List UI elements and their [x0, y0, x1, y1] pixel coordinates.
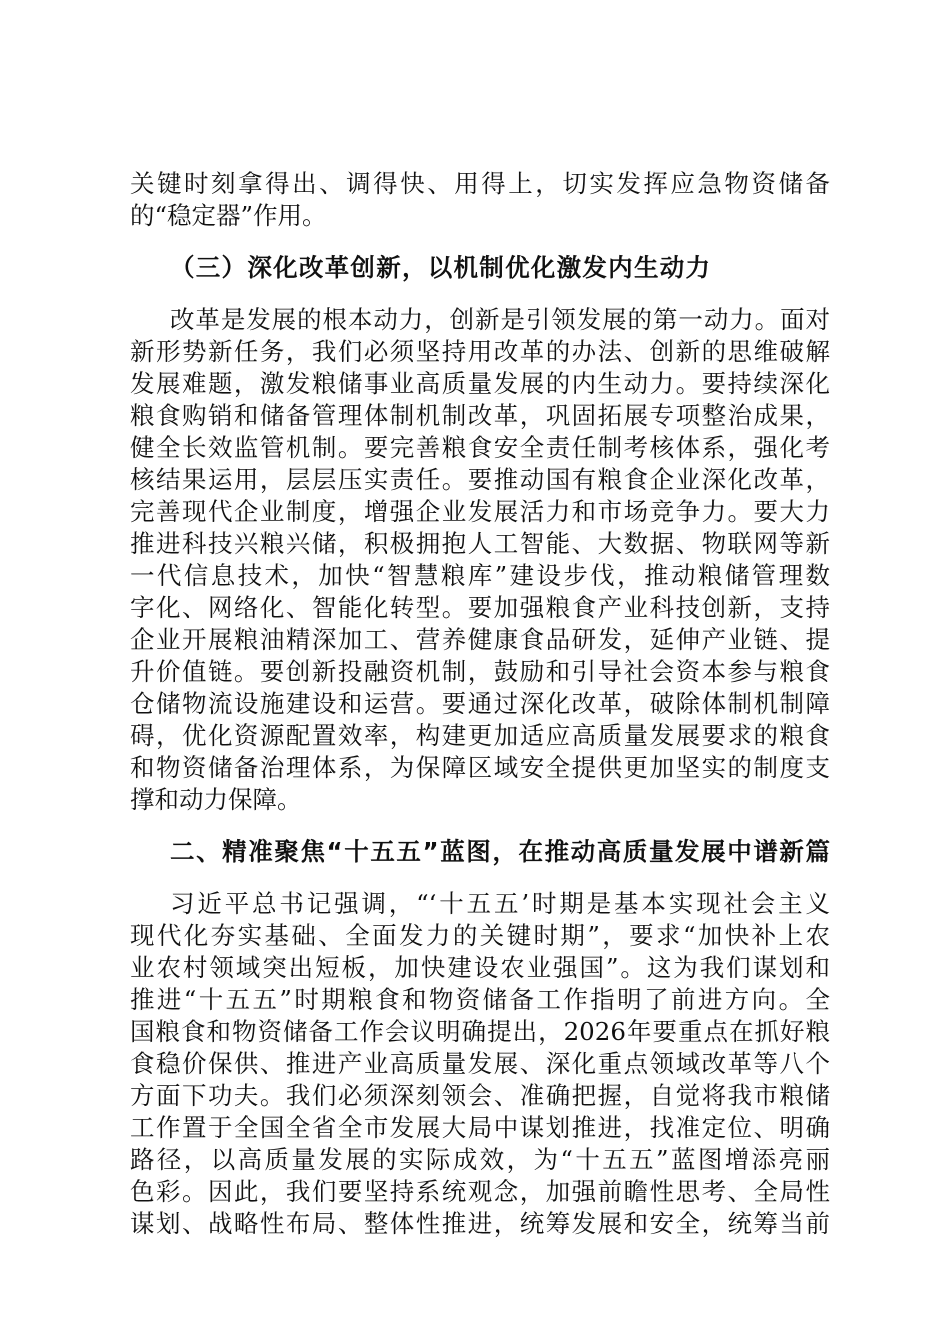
body-text-line: 撑和动力保障。	[130, 785, 302, 814]
body-text-line: 推进“十五五”时期粮食和物资储备工作指明了前进方向。全	[130, 985, 830, 1014]
body-text-line: 发展难题，激发粮储事业高质量发展的内生动力。要持续深化	[130, 369, 830, 398]
body-text-line: 仓储物流设施建设和运营。要通过深化改革，破除体制机制障	[130, 689, 830, 718]
body-text-line: 工作置于全国全省全市发展大局中谋划推进，找准定位、明确	[130, 1113, 830, 1142]
body-text-line: 升价值链。要创新投融资机制，鼓励和引导社会资本参与粮食	[130, 657, 830, 686]
body-text-line: 的“稳定器”作用。	[130, 201, 327, 230]
body-text-line: 现代化夯实基础、全面发力的关键时期”，要求“加快补上农	[130, 921, 830, 950]
body-text-line: 推进科技兴粮兴储，积极拥抱人工智能、大数据、物联网等新	[130, 529, 830, 558]
body-text-line: 方面下功夫。我们必须深刻领会、准确把握，自觉将我市粮储	[130, 1081, 830, 1110]
body-text-line: 和物资储备治理体系，为保障区域安全提供更加坚实的制度支	[130, 753, 830, 782]
section-heading: （三）深化改革创新，以机制优化激发内生动力	[170, 253, 710, 282]
section-heading: 二、精准聚焦“十五五”蓝图，在推动高质量发展中谱新篇	[170, 837, 830, 866]
body-text-line: 路径，以高质量发展的实际成效，为“十五五”蓝图增添亮丽	[130, 1145, 830, 1174]
body-text-line: 业农村领域突出短板，加快建设农业强国”。这为我们谋划和	[130, 953, 830, 982]
body-text-line: 色彩。因此，我们要坚持系统观念，加强前瞻性思考、全局性	[130, 1177, 830, 1206]
body-text-line: 一代信息技术，加快“智慧粮库”建设步伐，推动粮储管理数	[130, 561, 830, 590]
body-text-line: 新形势新任务，我们必须坚持用改革的办法、创新的思维破解	[130, 337, 830, 366]
body-text-line: 企业开展粮油精深加工、营养健康食品研发，延伸产业链、提	[130, 625, 830, 654]
body-text-line: 食稳价保供、推进产业高质量发展、深化重点领域改革等八个	[130, 1049, 830, 1078]
body-text-line: 习近平总书记强调，“‘十五五’时期是基本实现社会主义	[170, 889, 830, 918]
body-text-line: 关键时刻拿得出、调得快、用得上，切实发挥应急物资储备	[130, 169, 830, 198]
body-text-line: 健全长效监管机制。要完善粮食安全责任制考核体系，强化考	[130, 433, 830, 462]
body-text-line: 字化、网络化、智能化转型。要加强粮食产业科技创新，支持	[130, 593, 830, 622]
body-text-line: 完善现代企业制度，增强企业发展活力和市场竞争力。要大力	[130, 497, 830, 526]
body-text-line: 核结果运用，层层压实责任。要推动国有粮食企业深化改革，	[130, 465, 830, 494]
body-text-line: 粮食购销和储备管理体制机制改革，巩固拓展专项整治成果，	[130, 401, 830, 430]
body-text-line: 碍，优化资源配置效率，构建更加适应高质量发展要求的粮食	[130, 721, 830, 750]
body-text-line: 改革是发展的根本动力，创新是引领发展的第一动力。面对	[170, 305, 830, 334]
body-text-line: 国粮食和物资储备工作会议明确提出，2026年要重点在抓好粮	[130, 1017, 830, 1046]
body-text-line: 谋划、战略性布局、整体性推进，统筹发展和安全，统筹当前	[130, 1209, 830, 1238]
